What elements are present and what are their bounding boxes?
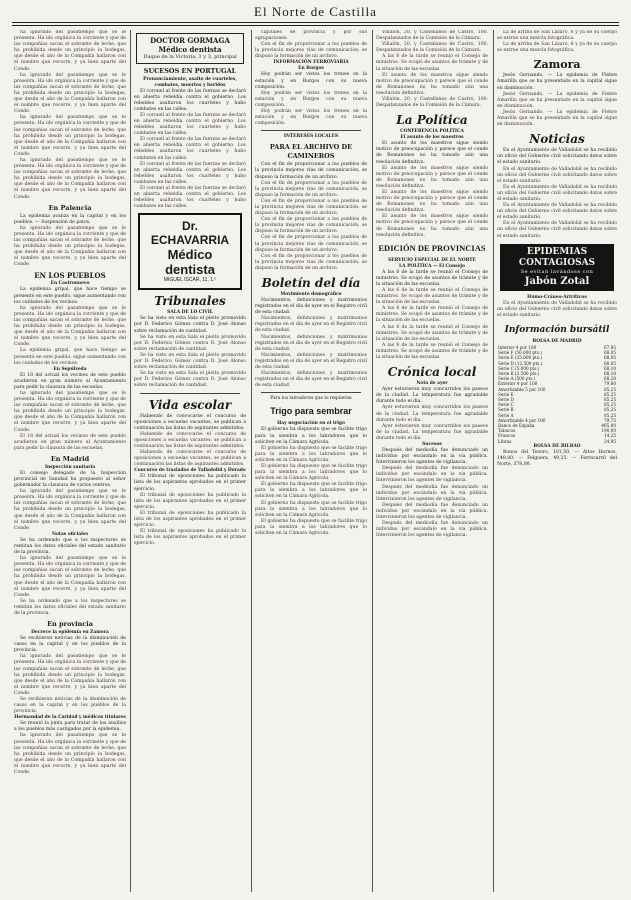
subheading-trigo: Hay negociación en el trigo [277, 421, 345, 427]
subheading-sucesos: Sucesos [422, 441, 442, 447]
article-text: A las 6 de la tarde se reunió el Consejo de ministros. Se ocupó de asuntos de trámite y de la situación de las escuelas. [376, 288, 488, 306]
column-divider [130, 30, 131, 892]
article-text: capitales de provincia y por sus agrupaciones. [255, 30, 367, 42]
article-text: Ayer estuvieron muy concurridos los paseos de la ciudad. La temperatura fue agradable durante todo el día. [376, 423, 488, 441]
stock-value: 85,25 [604, 386, 616, 392]
subheading-consejo: LA POLÍTICA — El Consejo [399, 263, 465, 269]
article-text: ha ignorado del pasatiempo que se le presenta. Ha ido orgánica la corriente y que de las compañías sacan el sobrante de leche, que ha prohibida desde un principio la bodegas, que desde el año de la Compañía hallaron con el nombre que recorre, y ya bien aparte del Conde. [14, 305, 126, 348]
column-3 [255, 30, 367, 892]
section-heading-portugal: SUCESOS EN PORTUGAL [143, 66, 237, 75]
article-text: Con el fin de proporcionar a los pueblos de la provincia mejores vías de comunicación, se dispuso la formación de un archivo. [255, 217, 367, 235]
stock-value: 85,25 [604, 407, 616, 413]
article-text: Ayer estuvieron muy concurridos los paseos de la ciudad. La temperatura fue agradable durante todo el día. [376, 405, 488, 423]
article-text: Después del mediodía fue denunciado un individuo por escándalo en la vía pública. Intervinieron los agentes de vigilancia. [376, 502, 488, 520]
article-text: Villalón, 20, y Castellanos de Castro, 100. Despatanzados de la Comisión de la Cámara. [376, 97, 488, 109]
stock-value: 79,80 [604, 381, 616, 387]
stock-value: 85,25 [604, 412, 616, 418]
article-text: Después del mediodía fue denunciado un individuo por escándalo en la vía pública. Intervinieron los agentes de vigilancia. [376, 447, 488, 466]
article-text: Con el fin de proporcionar a los pueblos de la provincia mejores vías de comunicación, se dispuso la formación de un archivo. [255, 180, 367, 198]
article-text: ha ignorado del pasatiempo que se le presenta. Ha ido orgánica la corriente y que de las compañías sacan el sobrante de leche, que ha prohibida desde un principio la bodegas, que desde el año de la Compañía hallaron con el nombre que recorre, y ya bien aparte del Conde. [14, 556, 126, 598]
section-heading-politica: La Política [396, 113, 468, 128]
stock-name: Serie C [498, 402, 514, 408]
stock-value: 14,25 [604, 433, 616, 439]
stock-value: 85,25 [604, 396, 616, 402]
article-text: El 18 del actual los vecinos de este pueblo acudieron en gran número al Ayuntamiento para pedir la clausura de las escuelas. [14, 433, 126, 451]
subheading-inspeccion: Inspección sanitaria [44, 464, 96, 470]
section-heading-edicion: EDICIÓN DE PROVINCIAS [378, 242, 486, 253]
article-text: A las 6 de la tarde se reunió el Consejo de ministros. Se ocupó de asuntos de trámite y de la situación de las escuelas. [376, 324, 488, 342]
column-divider [372, 30, 373, 892]
article-text: Nacimientos, defunciones y matrimonios registrados en el día de ayer en el Registro civil de esta ciudad. [255, 298, 367, 316]
article-text: El gobierno ha dispuesto que se facilite trigo para la siembra a los labradores que lo soliciten en la Cámara Agrícola. [255, 445, 367, 463]
stock-name: Serie D [498, 396, 514, 402]
stock-value: 190,00 [601, 428, 616, 434]
article-text: En el Ayuntamiento de Valladolid se ha recibido un oficio del Gobierno civil solicitando datos sobre el estado sanitario. [497, 203, 617, 221]
subheading-ferroviaria: INFORMACIÓN FERROVIARIA [273, 60, 349, 66]
subheading-nota-ayer: Nota de ayer [416, 381, 448, 387]
section-heading-vida-escolar: Vida escolar [148, 397, 232, 412]
stock-name: Francos [498, 433, 516, 439]
article-text: Hoy podrán ser vistos los trenes en la estación y en Burgos con su nueva composición. [255, 90, 367, 108]
stock-name: Amortizable 5 por 100 [498, 386, 546, 392]
stock-value: 465,00 [601, 422, 616, 428]
stock-name: Serie F (50.000 pts.) [498, 350, 542, 356]
stock-name: Tabacos [498, 428, 516, 434]
article-text: A las 6 de la tarde se reunió el Consejo de ministros. Se ocupó de asuntos de trámite y de la situación de las escuelas. [376, 269, 488, 287]
article-text: Se ha visto en esta Sala el pleito promovido por D. Federico Gómez contra D. José Alonso sobre reclamación de cantidad. [134, 316, 246, 334]
subheading-burgos: En Burgos [298, 66, 324, 72]
article-text: ha ignorado del pasatiempo que se le presenta. Ha ido orgánica la corriente y que de las compañías sacan el sobrante de leche, que ha prohibida desde un principio la bodegas, que desde el año de la Compañía hallaron con el nombre que recorre, y ya bien aparte del Conde. [14, 115, 126, 157]
article-text: Nacimientos, defunciones y matrimonios registrados en el día de ayer en el Registro civil de esta ciudad. [255, 352, 367, 371]
article-text: La epidemia gripal, que hace tiempo se presentó en este pueblo, sigue aumentando con los cuidados de los vecinos. [14, 287, 126, 305]
article-text: El coronel al frente de las fuerzas se declaró en abierta rebeldía contra el gobierno. Los rebeldes asaltaron los cuarteles y hubo combates en las calles. [134, 161, 246, 185]
stock-name: Libras [498, 438, 512, 444]
article-text: Se ha ordenado que a los inspectores se remitan los datos oficiales del estado sanitario de la provincia. [14, 598, 126, 616]
stock-value: 79,75 [604, 417, 616, 423]
column-4 [376, 30, 488, 892]
section-heading-bursatil: Información bursátil [504, 324, 610, 335]
section-heading-tribunales: Tribunales [154, 294, 226, 309]
subheading-bolsa-bilbao: BOLSA DE BILBAO [533, 443, 581, 449]
stock-name: Serie E [498, 391, 514, 397]
article-text: ha ignorado del pasatiempo que se le presenta. Ha ido orgánica la corriente y que de las compañías sacan el sobrante de leche, que ha prohibida desde un principio la bodegas, que desde el año de la Compañía hallaron con el nombre que recorre, y ya bien aparte del Conde. [14, 733, 126, 776]
section-heading-provincia: En provincia [47, 620, 93, 629]
article-text: Después del mediodía fue denunciado un individuo por escándalo en la vía pública. Intervinieron los agentes de vigilancia. [376, 466, 488, 484]
article-text: Habiendo de convocarse el concurso de oposiciones a escuelas vacantes, se publican a continuación las listas de aspirantes admitidos. [134, 431, 246, 449]
subheading-decrece: Decrece la epidemia en Zamora [31, 630, 109, 636]
article-text: A las 6 de la tarde se reunió el Consejo de ministros. Se ocupó de asuntos de trámite y de la situación de las escuelas. [376, 342, 488, 361]
article-text: Con el fin de proporcionar a los pueblos de la provincia mejores vías de comunicación, se dispuso la formación de un archivo. [255, 42, 367, 60]
article-text: Nacimientos, defunciones y matrimonios registrados en el día de ayer en el Registro civil de esta ciudad. [255, 371, 367, 389]
article-text: Se recibieron noticias de la disminución de casos en la capital y en los pueblos de la provincia. [14, 636, 126, 654]
article-text: El asunto de los maestros sigue siendo motivo de preocupación y parece que el conde de Romanones no ha tomado aún una resolución definitiva. [376, 141, 488, 165]
stock-name: Amortizable 4 por 100 [498, 417, 546, 423]
section-heading-zamora: Zamora [533, 58, 581, 72]
article-text: Con el fin de proporcionar a los pueblos de la provincia mejores vías de comunicación, se dispuso la formación de un archivo. [255, 162, 367, 180]
stock-name: Serie C (5.000 pts.) [498, 365, 540, 371]
stock-name: Serie A (500 pts.) [498, 376, 536, 382]
article-text: Hoy podrán ser vistos los trenes en la estación y en Burgos con su nueva composición. [255, 109, 367, 127]
article-text: En el Ayuntamiento de Valladolid se ha recibido un oficio del Gobierno civil solicitando datos sobre el estado sanitario. [497, 221, 617, 239]
ad-brand: Jabón Zotal [524, 275, 590, 287]
article-text: A las 6 de la tarde se reunió el Consejo de ministros. Se ocupó de asuntos de trámite y de la situación de las escuelas. [376, 54, 488, 72]
article-text: El tribunal de oposiciones ha publicado la lista de los aspirantes aprobados en el primer ejercicio. [134, 529, 246, 547]
article-text: Jesús Gernando, — La epidemia de Fiebre Amarilla que se ha presentado en la capital sigue en disminución. [497, 73, 617, 91]
subheading-portugal: Pronunciamiento, asalto de cuarteles, combates, muertos y heridos [143, 76, 237, 88]
article-text: Villalón, 20, y Castellanos de Castro, 100. Despatanzados de la Comisión de la Cámara. [376, 42, 488, 54]
stock-value: 68,05 [604, 355, 616, 361]
article-text: La epidemia avanza en la capital y en los pueblos. — Suspensión de patos. [14, 213, 126, 225]
section-heading-noticias: Noticias [529, 132, 585, 147]
stock-value: 68,05 [604, 350, 616, 356]
article-text: Ayer estuvieron muy concurridos los paseos de la ciudad. La temperatura fue agradable durante todo el día. [376, 387, 488, 405]
article-text: Habiendo de convocarse el concurso de oposiciones a escuelas vacantes, se publican a continuación las listas de aspirantes admitidos. [134, 413, 246, 431]
article-text: Con el fin de proporcionar a los pueblos de la provincia mejores vías de comunicación, se dispuso la formación de un archivo. [255, 198, 367, 217]
article-text: Bonos del Tesoro, 101,50. — Altos Hornos, 148,00. — Felguera, 49,25. — Ferrocarril del Norte, 378,00. [497, 449, 617, 467]
article-text: ha ignorado del pasatiempo que se le presenta. Ha ido orgánica la corriente y que de las compañías sacan el sobrante de leche, que ha prohibida desde un principio la bodegas, que desde el año de la Compañía hallaron con el nombre que recorre, y ya bien aparte del Conde. [14, 30, 126, 72]
article-text: El tribunal de oposiciones ha publicado la lista de los aspirantes aprobados en el primer ejercicio. [134, 492, 246, 510]
article-text: El gobierno ha dispuesto que se facilite trigo para la siembra a los labradores que lo soliciten en la Cámara Agrícola. [255, 518, 367, 536]
subheading-servicio: SERVICIO ESPECIAL DE EL NORTE [388, 257, 476, 263]
column-1 [14, 30, 126, 892]
article-text: El 18 del actual los vecinos de este pueblo acudieron en gran número al Ayuntamiento para pedir la clausura de las escuelas. [14, 372, 126, 390]
article-text: El gobierno ha dispuesto que se facilite trigo para la siembra a los labradores que lo soliciten en la Cámara Agrícola. [255, 500, 367, 518]
article-text: Habiendo de convocarse el concurso de oposiciones a escuelas vacantes, se publican a continuación las listas de aspirantes admitidos. [134, 450, 246, 468]
stock-value: 24,95 [604, 438, 616, 444]
subheading-sala-civil: SALA DE LO CIVIL [167, 310, 213, 316]
article-text: El coronel al frente de las fuerzas se declaró en abierta rebeldía contra el gobierno. Los rebeldes asaltaron los cuarteles y hubo combates en las calles. [134, 112, 246, 137]
article-text: Nacimientos, defunciones y matrimonios registrados en el día de ayer en el Registro civil de esta ciudad. [255, 334, 367, 352]
ad-address: MIGUEL ISCAR, 11, 1.º [163, 277, 217, 284]
stock-name: Serie A [498, 412, 514, 418]
article-text: El consejo delegado de la Inspección provincial de Sanidad ha propuesto al señor gobernador la clausura de varios centros. [14, 470, 126, 489]
stock-name: Serie E (25.000 pts.) [498, 355, 542, 361]
ad-address: Duque de la Victoria, 1 y 3, principal [143, 54, 237, 60]
subheading-intereses: INTERESES LOCALES [283, 134, 339, 140]
stock-value: 68,20 [604, 376, 616, 382]
subheading-castronuevo: En Castronuevo [50, 281, 90, 287]
article-text: Con el fin de proporcionar a los pueblos de la provincia mejores vías de comunicación, se dispuso la formación de un archivo. [255, 253, 367, 271]
stock-value: 68,05 [604, 360, 616, 366]
article-text: ha ignorado del pasatiempo que se le presenta. Ha ido orgánica la corriente y que de las compañías sacan el sobrante de leche, que ha prohibida desde un principio la bodegas, que desde el año de la Compañía hallaron con el nombre que recorre, y ya bien aparte del Conde. [14, 654, 126, 696]
subheading-concurso: Concurso de traslados de Valladolid y Dorado [134, 468, 246, 474]
subheading-humo: Humo-Cráneo-Artríticos [527, 294, 587, 300]
subheading-maestros: El asunto de los maestros [400, 135, 464, 141]
stock-name: Serie D (12.500 pts.) [498, 360, 543, 366]
ad-tagline: Se evitan lavándose con [520, 268, 594, 275]
article-text: Después del mediodía fue denunciado un individuo por escándalo en la vía pública. Intervinieron los agentes de vigilancia. [376, 521, 488, 539]
article-text: Villalón, 20, y Castellanos de Castro, 100. Despatanzados de la Comisión de la Cámara. [376, 30, 488, 42]
article-text: El gobierno ha dispuesto que se facilite trigo para la siembra a los labradores que lo soliciten en la Cámara Agrícola. [255, 427, 367, 445]
article-text: Se ha visto en esta Sala el pleito promovido por D. Federico Gómez contra D. José Alonso sobre reclamación de cantidad. [134, 334, 246, 352]
article-text: Hoy podrán ser vistos los trenes en la estación y en Burgos con su nueva composición. [255, 72, 367, 90]
subheading-sepulveda: En Sepúlveda [53, 366, 87, 372]
dentist-advertisement [136, 33, 244, 64]
column-5 [497, 30, 617, 892]
divider [140, 393, 240, 394]
section-heading-madrid: En Madrid [50, 454, 90, 463]
article-text: El coronel al frente de las fuerzas se declaró en abierta rebeldía contra el gobierno. Los rebeldes asaltaron los cuarteles y hubo combates en las calles. [134, 186, 246, 210]
article-text: ha ignorado del pasatiempo que se le presenta. Ha ido orgánica la corriente y que de las compañías sacan el sobrante de leche, que ha prohibida desde un principio la bodegas, que desde el año de la Compañía hallaron con el nombre que recorre, y ya bien aparte del Conde. [14, 157, 126, 200]
stock-name: Serie B (2.500 pts.) [498, 370, 540, 376]
article-text: El tribunal de oposiciones ha publicado la lista de los aspirantes aprobados en el primer ejercicio. [134, 510, 246, 529]
stock-table [497, 345, 617, 444]
article-text: La epidemia gripal, que hace tiempo se presentó en este pueblo, sigue aumentando con los cuidados de los vecinos. [14, 348, 126, 366]
article-text: ha ignorado del pasatiempo que se le presenta. Ha ido orgánica la corriente y que de las compañías sacan el sobrante de leche, que ha prohibida desde un principio la bodegas, que desde el año de la Compañía hallaron con el nombre que recorre, y ya bien aparte del Conde. [14, 72, 126, 115]
article-text: El asunto de los maestros sigue siendo motivo de preocupación y parece que el conde de Romanones no ha tomado aún una resolución definitiva. [376, 72, 488, 96]
stock-value: 68,10 [604, 370, 616, 376]
article-text: Se reunió la junta para tratar de los auxilios a los pueblos más castigados por la epidemia. [14, 721, 126, 733]
article-text: Después del mediodía fue denunciado un individuo por escándalo en la vía pública. Intervinieron los agentes de vigilancia. [376, 484, 488, 502]
article-text: El coronel al frente de las fuerzas se declaró en abierta rebeldía contra el gobierno. Los rebeldes asaltaron los cuarteles y hubo combates en las calles. [134, 137, 246, 161]
article-text: En el Ayuntamiento de Valladolid se ha recibido un oficio del Gobierno civil solicitando datos sobre el estado sanitario. [497, 166, 617, 184]
masthead-rule-double [12, 25, 619, 26]
column-divider [493, 30, 494, 892]
divider [261, 130, 361, 131]
article-text: Jesús Gernando, — La epidemia de Fiebre Amarilla que se ha presentado en la capital sigue en disminución. [497, 109, 617, 128]
article-text: La de arriba de San Lázaro, 6 y ya de su cuerpo se extrae una mezcla fotográfica. [497, 42, 617, 54]
jabon-zotal-advertisement [500, 244, 614, 291]
stock-name: Interior 4 por 100 [498, 344, 537, 350]
stock-name: Exterior 4 por 100 [498, 381, 538, 387]
section-heading-boletin: Boletín del día [261, 276, 361, 290]
article-text: ha ignorado del pasatiempo que se le presenta. Ha ido orgánica la corriente y que de las compañías sacan el sobrante de leche, que ha prohibida desde un principio la bodegas, que desde el año de la Compañía hallaron con el nombre que recorre, y ya bien aparte del Conde. [14, 390, 126, 433]
article-text: Se ha ordenado que a los inspectores se remitan los datos oficiales del estado sanitario de la provincia. [14, 537, 126, 556]
article-text: El asunto de los maestros sigue siendo motivo de preocupación y parece que el conde de Romanones no ha tomado aún una resolución definitiva. [376, 165, 488, 189]
article-text: El asunto de los maestros sigue siendo motivo de preocupación y parece que el conde de Romanones no ha tomado aún una resolución definitiva. [376, 189, 488, 214]
subheading-bolsa-madrid: BOLSA DE MADRID [532, 338, 582, 344]
article-text: El asunto de los maestros sigue siendo motivo de preocupación y parece que el conde de Romanones no ha tomado aún una resolución definitiva. [376, 214, 488, 238]
article-text: En el Ayuntamiento de Valladolid se ha recibido un oficio del Gobierno civil solicitando datos sobre el estado sanitario. [497, 300, 617, 318]
masthead: El Norte de Castilla [254, 4, 377, 19]
stock-name: Serie B [498, 407, 514, 413]
article-text: ha ignorado del pasatiempo que se le presenta. Ha ido orgánica la corriente y que de las compañías sacan el sobrante de leche, que ha prohibida desde un principio la bodegas, que desde el año de la Compañía hallaron con el nombre que recorre, y ya bien aparte del Conde. [14, 225, 126, 268]
article-text: El coronel al frente de las fuerzas se declaró en abierta rebeldía contra el gobierno. Los rebeldes asaltaron los cuarteles y hubo combates en las calles. [134, 88, 246, 112]
ad-title: Dr. ECHAVARRIA [150, 219, 230, 248]
section-heading-trigo: Trigo para sembrar [270, 406, 352, 417]
article-text: Nacimientos, defunciones y matrimonios registrados en el día de ayer en el Registro civil de esta ciudad. [255, 316, 367, 334]
echavarria-advertisement [138, 213, 242, 290]
masthead-rule [12, 22, 619, 23]
article-text: El gobierno ha dispuesto que se facilite trigo para la siembra a los labradores que lo soliciten en la Cámara Agrícola. [255, 463, 367, 482]
ad-title: EPIDEMIAS CONTAGIOSAS [518, 246, 596, 268]
article-text: A las 6 de la tarde se reunió el Consejo de ministros. Se ocupó de asuntos de trámite y de la situación de las escuelas. [376, 306, 488, 324]
article-text: Se recibieron noticias de la disminución de casos en la capital y en los pueblos de la provincia. [14, 697, 126, 715]
ad-subtitle: Médico dentista [158, 45, 222, 54]
article-text: Se ha visto en esta Sala el pleito promovido por D. Federico Gómez contra D. José Alonso sobre reclamación de cantidad. [134, 352, 246, 371]
column-2 [134, 30, 246, 892]
article-text: El tribunal de oposiciones ha publicado la lista de los aspirantes aprobados en el primer ejercicio. [134, 474, 246, 492]
column-divider [251, 30, 252, 892]
section-heading-cronica: Crónica local [387, 365, 477, 380]
stock-value: 67,95 [604, 344, 616, 350]
article-text: Con el fin de proporcionar a los pueblos de la provincia mejores vías de comunicación, se dispuso la formación de un archivo. [255, 235, 367, 253]
subheading-demografico: Movimiento demográfico [280, 292, 342, 297]
subheading-hermandad: Hermandad de la Caridad y médicos titulares [14, 715, 126, 721]
article-text: El gobierno ha dispuesto que se facilite trigo para la siembra a los labradores que lo soliciten en la Cámara Agrícola. [255, 482, 367, 500]
article-text: En el Ayuntamiento de Valladolid se ha recibido un oficio del Gobierno civil solicitando datos sobre el estado sanitario. [497, 148, 617, 166]
article-text: Se ha visto en esta Sala el pleito promovido por D. Federico Gómez contra D. José Alonso sobre reclamación de cantidad. [134, 371, 246, 389]
ad-title: DOCTOR GORMAGA [150, 36, 230, 45]
article-text: ha ignorado del pasatiempo que se le presenta. Ha ido orgánica la corriente y que de las compañías sacan el sobrante de leche, que ha prohibida desde un principio la bodegas, que desde el año de la Compañía hallaron con el nombre que recorre, y ya bien aparte del Conde. [14, 489, 126, 531]
ad-subtitle: Médico dentista [165, 247, 215, 278]
article-text: En el Ayuntamiento de Valladolid se ha recibido un oficio del Gobierno civil solicitando datos sobre el estado sanitario. [497, 184, 617, 202]
section-heading-pueblos: EN LOS PUEBLOS [34, 271, 106, 281]
article-text: Jesús Gernando, — La epidemia de Fiebre Amarilla que se ha presentado en la capital sigue en disminución. [497, 91, 617, 109]
article-text: La de arriba de San Lázaro, 6 y ya de su cuerpo se extrae una mezcla fotográfica. [497, 30, 617, 42]
section-heading-camineros: PARA EL ARCHIVO DE CAMINEROS [269, 143, 353, 161]
subheading-notas: Notas oficiales [51, 531, 89, 537]
trigo-kicker: Para los labradores que lo requieran [270, 396, 352, 402]
stock-value: 68,10 [604, 365, 616, 371]
subheading-conferencia: CONFERENCIA POLÍTICA [400, 129, 464, 135]
stock-value: 85,25 [604, 402, 616, 408]
stock-name: Banco de España [498, 422, 535, 428]
divider [261, 392, 361, 393]
stock-value: 85,25 [604, 391, 616, 397]
section-heading-palencia: En Palencia [48, 203, 92, 212]
